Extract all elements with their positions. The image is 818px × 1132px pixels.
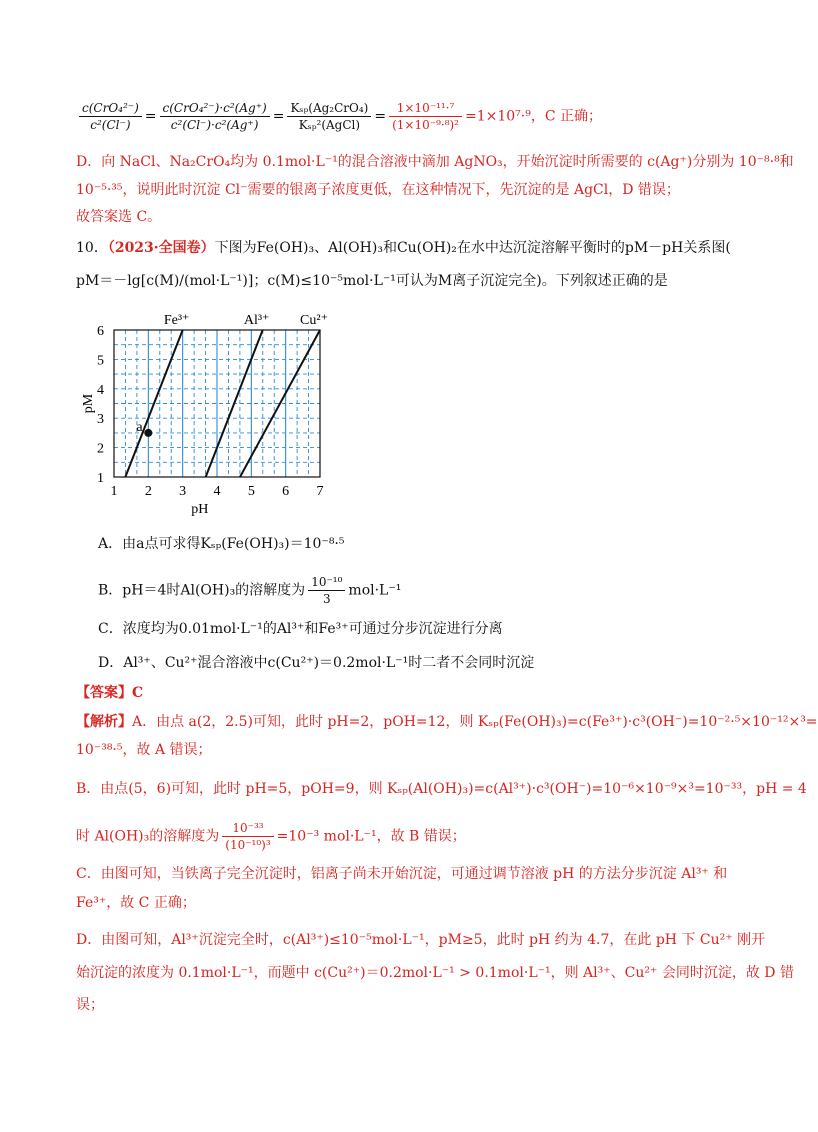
prev-answer-line: 故答案选 C。	[76, 209, 162, 225]
point-a-label: a	[136, 419, 143, 435]
chart-ylabel: pM	[81, 393, 96, 414]
analysis-b2-num: 10⁻³³	[222, 820, 273, 837]
y-tick-label: 4	[97, 382, 104, 398]
option-b	[98, 574, 401, 607]
option-c: C．浓度均为0.01mol·L⁻¹的Al³⁺和Fe³⁺可通过分步沉淀进行分离	[98, 621, 503, 637]
y-tick-label: 5	[97, 353, 104, 369]
answer-label: 【答案】	[76, 685, 132, 701]
option-a: A．由a点可求得Kₛₚ(Fe(OH)₃)＝10⁻⁸·⁵	[98, 536, 345, 552]
analysis-c2: Fe³⁺，故 C 正确；	[76, 895, 196, 911]
analysis-c1: C．由图可知，当铁离子完全沉淀时，铝离子尚未开始沉淀，可通过调节溶液 pH 的方法分步沉淀 Al³⁺ 和	[76, 866, 728, 882]
y-tick-label: 1	[97, 471, 104, 486]
chart-ticks	[97, 324, 324, 499]
y-tick-label: 6	[97, 324, 104, 339]
equation-top: $\frac{\text{c(CrO₄²⁻)}}{\text{c²(Cl⁻)}}$ = $\frac{\text{c(CrO₄²⁻)·c²(Ag⁺)}}{\text{c²(Cl⁻)·c²(Ag⁺)}}$ = $\frac{\text{Kₛₚ(Ag₂CrO₄)}}{\text{Kₛₚ²(AgCl)}}$ = $\frac{\text{1×10⁻¹¹·⁷}}{\text{(1×10⁻⁹·⁸)²}}$ =1×10⁷·⁹，C 正确；	[76, 100, 602, 133]
chart-grid	[114, 330, 320, 477]
eq-ksp-num: Kₛₚ(Ag₂CrO₄)	[287, 100, 371, 117]
answer-line	[76, 683, 143, 703]
analysis-b2-den: (10⁻¹⁰)³	[225, 838, 271, 852]
eq-lhs-den: c²(Cl⁻)	[90, 118, 131, 132]
option-b-frac	[308, 574, 345, 607]
eq-ksp-den: Kₛₚ²(AgCl)	[298, 118, 361, 132]
question-line-1	[76, 238, 731, 258]
eq-frac-mid	[160, 100, 270, 133]
option-b-pre: B．pH＝4时Al(OH)₃的溶解度为	[98, 582, 306, 599]
analysis-line-a1	[76, 712, 818, 732]
pm-ph-chart	[81, 308, 346, 518]
question-line-2: pM＝－lg[c(M)/(mol·L⁻¹)]；c(M)≤10⁻⁵mol·L⁻¹可认为M离子沉淀完全)。下列叙述正确的是	[76, 273, 668, 289]
series-label-al3: Al³⁺	[243, 313, 270, 328]
option-b-den: 3	[322, 592, 331, 606]
prev-d-line-2: 10⁻⁵·³⁵，说明此时沉淀 Cl⁻需要的银离子浓度更低，在这种情况下，先沉淀的是 AgCl，D 错误；	[76, 182, 680, 198]
analysis-a2: 10⁻³⁸·⁵，故 A 错误；	[76, 742, 212, 758]
eq-result: =1×10⁷·⁹，C 正确；	[465, 108, 603, 125]
analysis-d1: D．由图可知，Al³⁺沉淀完全时，c(Al³⁺)≤10⁻⁵mol·L⁻¹，pM≥5，此时 pH 约为 4.7，在此 pH 下 Cu²⁺ 刚开	[76, 932, 766, 948]
option-b-num: 10⁻¹⁰	[308, 574, 345, 591]
question-text-1: 下图为Fe(OH)₃、Al(OH)₃和Cu(OH)₂在水中达沉淀溶解平衡时的pM－pH关系图(	[214, 240, 731, 256]
x-tick-label: 6	[282, 484, 290, 499]
x-tick-label: 1	[110, 484, 118, 499]
answer-value: C	[132, 685, 144, 701]
y-tick-label: 2	[97, 441, 104, 457]
chart-xlabel: pH	[191, 502, 209, 517]
series-line-cu2	[240, 330, 320, 477]
eq-mid-den: c²(Cl⁻)·c²(Ag⁺)	[170, 118, 259, 132]
analysis-b2-pre: 时 Al(OH)₃的溶解度为	[76, 828, 220, 845]
x-tick-label: 3	[179, 484, 187, 499]
eq-mid-num: c(CrO₄²⁻)·c²(Ag⁺)	[160, 100, 270, 117]
question-number: 10．	[76, 240, 108, 256]
analysis-line-b2	[76, 820, 466, 853]
eq-frac-ksp	[287, 100, 371, 133]
prev-d-line-1: D．向 NaCl、Na₂CrO₄均为 0.1mol·L⁻¹的混合溶液中滴加 AgNO₃，开始沉淀时所需要的 c(Ag⁺)分别为 10⁻⁸·⁸和	[76, 154, 794, 170]
x-tick-label: 5	[247, 484, 255, 499]
series-label-cu2: Cu²⁺	[300, 313, 328, 328]
x-tick-label: 2	[144, 484, 152, 499]
chart-series	[125, 313, 328, 477]
analysis-b1: B．由点(5，6)可知，此时 pH=5，pOH=9，则 Kₛₚ(Al(OH)₃)=c(Al³⁺)·c³(OH⁻)=10⁻⁶×10⁻⁹×³=10⁻³³，pH = 4	[76, 781, 807, 797]
series-line-fe3	[125, 330, 182, 477]
eq-val-num: 1×10⁻¹¹·⁷	[389, 100, 462, 117]
analysis-d2: 始沉淀的浓度为 0.1mol·L⁻¹，而题中 c(Cu²⁺)＝0.2mol·L⁻¹ > 0.1mol·L⁻¹，则 Al³⁺、Cu²⁺ 会同时沉淀，故 D 错	[76, 965, 794, 981]
x-tick-label: 7	[316, 484, 324, 499]
analysis-b2-frac	[222, 820, 273, 853]
y-tick-label: 3	[97, 412, 104, 428]
series-label-fe3: Fe³⁺	[163, 313, 190, 328]
option-b-post: mol·L⁻¹	[348, 582, 402, 599]
eq-lhs-num: c(CrO₄²⁻)	[79, 100, 142, 117]
analysis-b2-post: =10⁻³ mol·L⁻¹，故 B 错误；	[276, 828, 466, 845]
eq-frac-val	[389, 100, 462, 133]
question-source: （2023·全国卷）	[107, 240, 215, 256]
eq-frac-lhs	[79, 100, 142, 133]
point-a-marker	[144, 429, 152, 437]
analysis-d3: 误；	[76, 997, 104, 1013]
analysis-a1: A．由点 a(2，2.5)可知，此时 pH=2，pOH=12，则 Kₛₚ(Fe(OH)₃)=c(Fe³⁺)·c³(OH⁻)=10⁻²·⁵×10⁻¹²×³=	[132, 714, 818, 730]
option-d: D．Al³⁺、Cu²⁺混合溶液中c(Cu²⁺)＝0.2mol·L⁻¹时二者不会同时沉淀	[98, 655, 535, 671]
eq-val-den: (1×10⁻⁹·⁸)²	[392, 118, 459, 132]
analysis-label: 【解析】	[76, 714, 132, 730]
x-tick-label: 4	[213, 484, 221, 499]
